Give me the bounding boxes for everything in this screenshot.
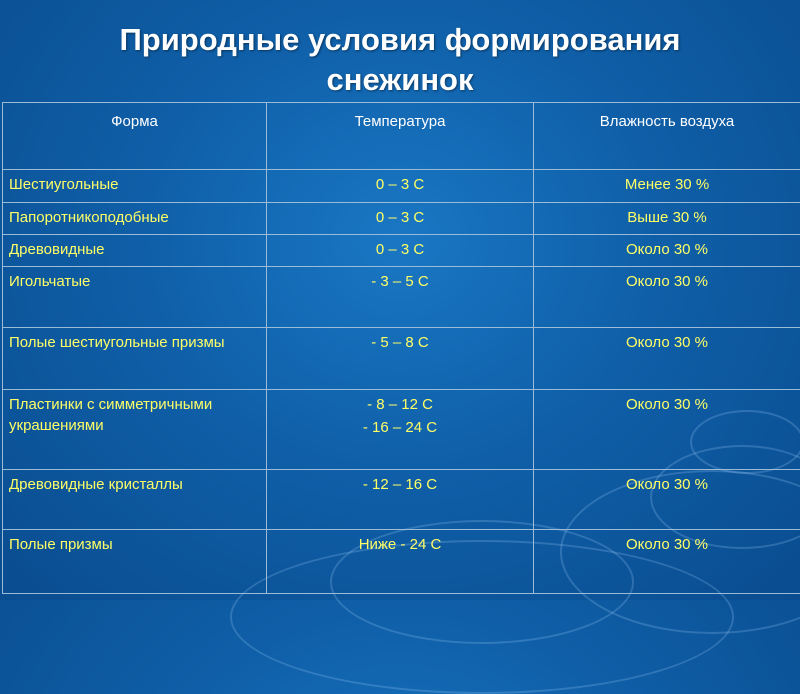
table-header-row: [3, 103, 800, 170]
slide-title-line-1: Природные условия формирования: [0, 20, 800, 60]
snowflake-conditions-table: [2, 102, 800, 594]
temperature-value: 0 – 3 С: [273, 174, 527, 195]
cell-form: Древовидные кристаллы: [3, 470, 267, 530]
cell-humidity: Около 30 %: [534, 235, 800, 267]
table-row: [3, 267, 800, 328]
slide-title: [0, 20, 800, 100]
cell-form: Папоротникоподобные: [3, 203, 267, 235]
temperature-value: - 3 – 5 С: [273, 271, 527, 292]
cell-temperature: [267, 235, 534, 267]
slide-title-line-2: снежинок: [0, 60, 800, 100]
temperature-value: - 16 – 24 С: [273, 417, 527, 438]
temperature-value: - 8 – 12 С: [273, 394, 527, 415]
table-body: [3, 170, 800, 594]
cell-temperature: [267, 203, 534, 235]
cell-temperature: [267, 530, 534, 594]
column-header-humidity: Влажность воздуха: [534, 103, 800, 170]
cell-form: Древовидные: [3, 235, 267, 267]
temperature-value: 0 – 3 С: [273, 207, 527, 228]
temperature-value: - 5 – 8 С: [273, 332, 527, 353]
table-row: [3, 203, 800, 235]
cell-humidity: Около 30 %: [534, 267, 800, 328]
column-header-form: Форма: [3, 103, 267, 170]
cell-humidity: Выше 30 %: [534, 203, 800, 235]
cell-humidity: Около 30 %: [534, 470, 800, 530]
column-header-temperature: Температура: [267, 103, 534, 170]
cell-form: Полые шестиугольные призмы: [3, 328, 267, 390]
temperature-value: - 12 – 16 С: [273, 474, 527, 495]
temperature-value: 0 – 3 С: [273, 239, 527, 260]
cell-temperature: [267, 390, 534, 470]
cell-form: Игольчатые: [3, 267, 267, 328]
cell-temperature: [267, 328, 534, 390]
cell-form: Пластинки с симметричными украшениями: [3, 390, 267, 470]
cell-temperature: [267, 267, 534, 328]
cell-form: Шестиугольные: [3, 170, 267, 203]
table-row: [3, 170, 800, 203]
table-row: [3, 470, 800, 530]
table-row: [3, 328, 800, 390]
table-row: [3, 530, 800, 594]
cell-humidity: Менее 30 %: [534, 170, 800, 203]
cell-temperature: [267, 470, 534, 530]
cell-humidity: Около 30 %: [534, 390, 800, 470]
cell-temperature: [267, 170, 534, 203]
cell-humidity: Около 30 %: [534, 530, 800, 594]
temperature-value: Ниже - 24 С: [273, 534, 527, 555]
table-row: [3, 390, 800, 470]
table-row: [3, 235, 800, 267]
cell-form: Полые призмы: [3, 530, 267, 594]
cell-humidity: Около 30 %: [534, 328, 800, 390]
